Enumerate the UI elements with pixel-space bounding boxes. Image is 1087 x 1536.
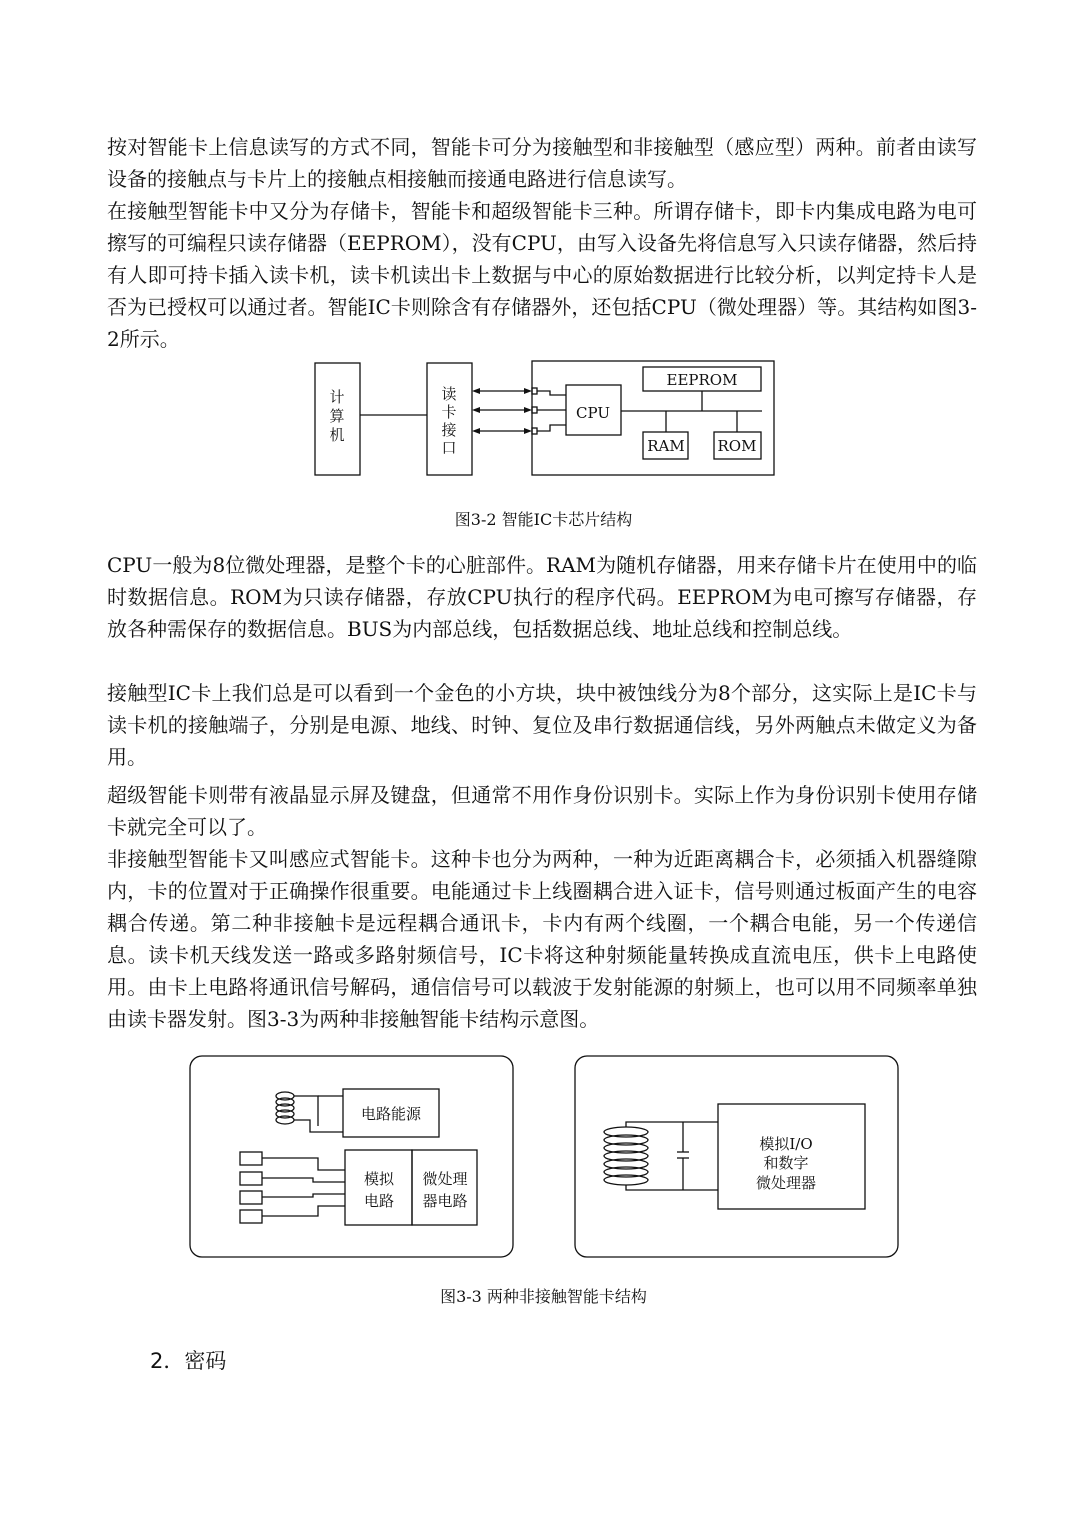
reader-label-2: 卡 <box>441 403 457 421</box>
reader-label-1: 读 <box>441 385 457 403</box>
io-label-2: 和数字 <box>763 1154 809 1172</box>
figure-caption-3-2: 图3-2 智能IC卡芯片结构 <box>454 510 633 529</box>
paragraph-read-write-method: 按对智能卡上信息读写的方式不同，智能卡可分为接触型和非接触型（感应型）两种。前者由读写设备的接触点与卡片上的接触点相接触而接通电路进行信息读写。 <box>107 135 977 191</box>
ram-label: RAM <box>647 437 685 455</box>
paragraph-contact-card-types: 在接触型智能卡中又分为存储卡，智能卡和超级智能卡三种。所谓存储卡，即卡内集成电路为电可擦写的可编程只读存储器（EEPROM），没有CPU，由写入设备先将信息写入只读存储器，然后持有人即可持卡插入读卡机，读卡机读出卡上数据与中心的原始数据进行比较分析，以判定持卡人是否为已授权可以通过者。智能IC卡则除含有存储器外，还包括CPU（微处理器）等。其结构如图3-2所示。 <box>107 199 977 351</box>
micro-label-1: 微处理 <box>422 1170 468 1188</box>
paragraph-cpu-ram-rom: CPU一般为8位微处理器，是整个卡的心脏部件。RAM为随机存储器，用来存储卡片在使用中的临时数据信息。ROM为只读存储器，存放CPU执行的程序代码。EEPROM为电可擦写存储器，存放各种需保存的数据信息。BUS为内部总线，包括数据总线、地址总线和控制总线。 <box>107 553 977 641</box>
eeprom-label: EEPROM <box>666 371 738 389</box>
figure-contactless-card-left <box>188 1054 518 1260</box>
section-heading-password: 2．密码 <box>150 1349 227 1373</box>
computer-label-1: 计 <box>329 388 345 406</box>
paragraph-contactless-card: 非接触型智能卡又叫感应式智能卡。这种卡也分为两种，一种为近距离耦合卡，必须插入机器缝隙内，卡的位置对于正确操作很重要。电能通过卡上线圈耦合进入证卡，信号则通过板面产生的电容耦合传递。第二种非接触卡是远程耦合通讯卡，卡内有两个线圈，一个耦合电能，另一个传递信息。读卡机天线发送一路或多路射频信号，IC卡将这种射频能量转换成直流电压，供卡上电路使用。由卡上电路将通讯信号解码，通信信号可以载波于发射能源的射频上，也可以用不同频率单独由读卡器发射。图3-3为两种非接触智能卡结构示意图。 <box>107 847 977 1031</box>
reader-label-4: 口 <box>441 439 457 457</box>
micro-label-2: 器电路 <box>422 1192 468 1210</box>
reader-label-3: 接 <box>441 421 457 439</box>
cpu-label: CPU <box>576 404 610 422</box>
computer-label-3: 机 <box>329 426 345 444</box>
paragraph-contact-terminals: 接触型IC卡上我们总是可以看到一个金色的小方块，块中被蚀线分为8个部分，这实际上是IC卡与读卡机的接触端子，分别是电源、地线、时钟、复位及串行数据通信线，另外两触点未做定义为备用。 <box>107 681 977 769</box>
paragraph-super-smart-card: 超级智能卡则带有液晶显示屏及键盘，但通常不用作身份识别卡。实际上作为身份识别卡使用存储卡就完全可以了。 <box>107 783 977 839</box>
figure-ic-chip-structure <box>300 355 790 485</box>
analog-label-1: 模拟 <box>363 1170 395 1188</box>
io-label-1: 模拟I/O <box>759 1135 813 1153</box>
figure-contactless-card-right <box>573 1054 903 1260</box>
power-label: 电路能源 <box>360 1105 422 1123</box>
chip-box <box>532 361 774 475</box>
computer-label-2: 算 <box>329 407 345 425</box>
rom-label: ROM <box>717 437 757 455</box>
figure-caption-3-3: 图3-3 两种非接触智能卡结构 <box>440 1287 647 1306</box>
io-label-3: 微处理器 <box>755 1174 817 1192</box>
analog-label-2: 电路 <box>363 1192 395 1210</box>
